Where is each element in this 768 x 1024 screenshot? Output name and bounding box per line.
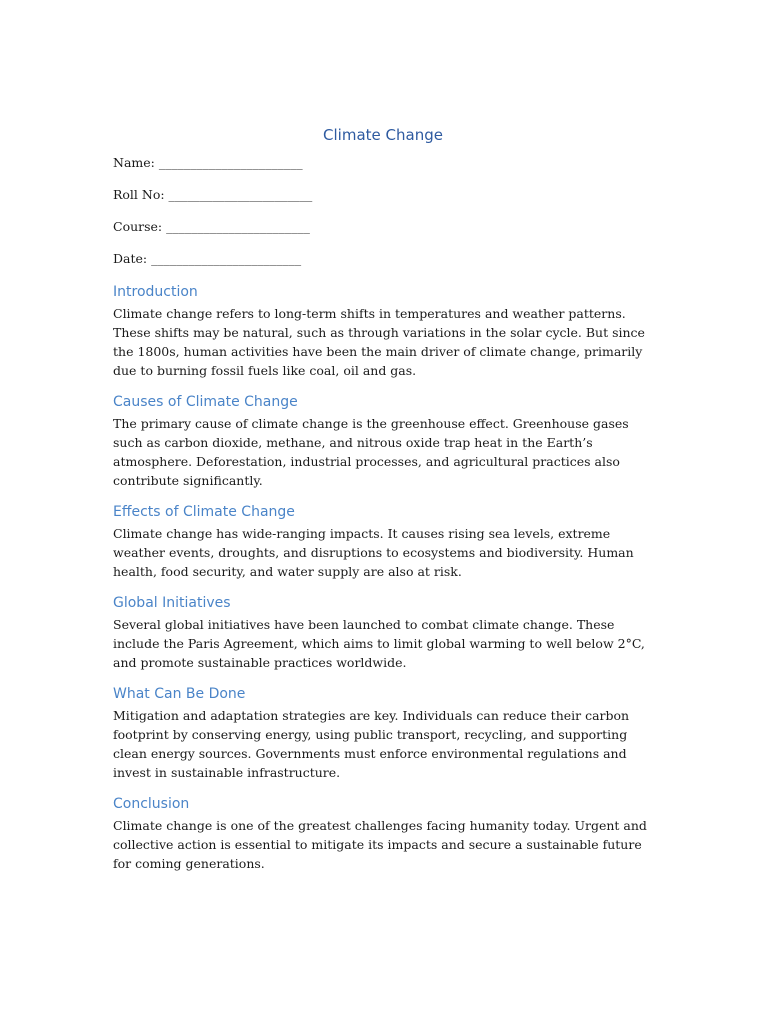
section-heading: Global Initiatives <box>113 595 231 611</box>
course-field: Course: _______________________ <box>113 219 310 234</box>
section-heading: Introduction <box>113 284 198 300</box>
document-title: Climate Change <box>323 126 443 144</box>
section-heading: What Can Be Done <box>113 686 246 702</box>
section-global-initiatives <box>113 593 653 672</box>
name-field: Name: _______________________ <box>113 155 303 170</box>
roll-no-field: Roll No: _______________________ <box>113 187 313 202</box>
section-body: Mitigation and adaptation strategies are key. Individuals can reduce their carbon footprint by conserving energy, using public transport, recycling, and supporting clean energy sources. Governments must enforce environmental regulations and invest in sustainable infrastructure. <box>113 708 630 780</box>
section-causes <box>113 392 653 490</box>
section-body: Climate change has wide-ranging impacts. It causes rising sea levels, extreme weather events, droughts, and disruptions to ecosystems and biodiversity. Human health, food security, and water supply are also at risk. <box>113 526 634 579</box>
section-heading: Conclusion <box>113 796 190 812</box>
section-heading: Causes of Climate Change <box>113 394 298 410</box>
section-what-can-be-done <box>113 684 653 782</box>
section-body: Several global initiatives have been launched to combat climate change. These include the Paris Agreement, which aims to limit global warming to well below 2°C, and promote sustainable practices worldwide. <box>113 617 645 670</box>
section-effects <box>113 502 653 581</box>
section-body: Climate change refers to long-term shifts in temperatures and weather patterns. These shifts may be natural, such as through variations in the solar cycle. But since the 1800s, human activities have been the main driver of climate change, primarily due to burning fossil fuels like coal, oil and gas. <box>113 306 645 378</box>
date-field: Date: ________________________ <box>113 251 302 266</box>
section-introduction <box>113 282 653 380</box>
document-content <box>113 124 653 873</box>
section-body: The primary cause of climate change is the greenhouse effect. Greenhouse gases such as carbon dioxide, methane, and nitrous oxide trap heat in the Earth’s atmosphere. Deforestation, industrial processes, and agricultural practices also contribute significantly. <box>113 416 629 488</box>
section-conclusion <box>113 794 653 873</box>
student-info-fields <box>113 155 653 267</box>
section-heading: Effects of Climate Change <box>113 504 295 520</box>
section-body: Climate change is one of the greatest challenges facing humanity today. Urgent and collective action is essential to mitigate its impacts and secure a sustainable future for coming generations. <box>113 818 647 871</box>
